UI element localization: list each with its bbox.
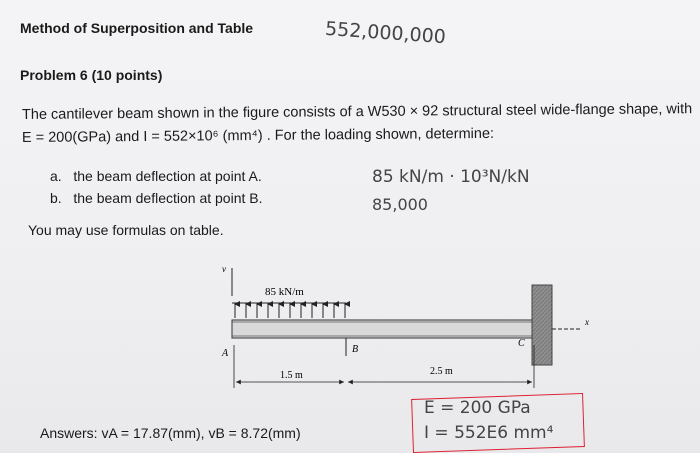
table-note: You may use formulas on table. <box>28 222 224 238</box>
point-c-label: C <box>518 338 525 349</box>
problem-statement-line-2: E = 200(GPa) and I = 552×10⁶ (mm⁴) . For the loading shown, determine: <box>21 125 495 146</box>
v-axis-label: v <box>222 264 226 274</box>
handwritten-number: 552,000,000 <box>324 17 447 49</box>
dimension-label-1: 1.5 m <box>280 370 303 381</box>
problem-statement-line-1: The cantilever beam shown in the figure consists of a W530 × 92 structural steel wide-flange shape, with <box>21 101 693 123</box>
point-b-label: B <box>352 344 359 355</box>
handwritten-load-conversion: 85 kN/m · 10³N/kN <box>372 167 530 187</box>
dimension-label-2: 2.5 m <box>430 366 453 377</box>
item-text: the beam deflection at point A. <box>73 168 262 184</box>
handwritten-e-value: E = 200 GPa <box>424 398 531 418</box>
item-text: the beam deflection at point B. <box>73 190 263 206</box>
fixed-support-wall <box>532 285 552 365</box>
handwritten-load-value: 85,000 <box>372 195 428 214</box>
x-axis-label: x <box>585 317 589 327</box>
handwritten-i-value: I = 552E6 mm⁴ <box>424 423 554 443</box>
document-title: Method of Superposition and Table <box>20 20 254 36</box>
answers: Answers: vA = 17.87(mm), vB = 8.72(mm) <box>40 425 301 441</box>
load-label: 85 kN/m <box>265 286 304 298</box>
item-marker: b. <box>50 190 62 206</box>
load-arrows <box>235 304 345 318</box>
beam <box>232 320 532 338</box>
point-a-label: A <box>222 348 229 359</box>
problem-title: Problem 6 (10 points) <box>20 67 163 83</box>
item-marker: a. <box>50 168 62 184</box>
